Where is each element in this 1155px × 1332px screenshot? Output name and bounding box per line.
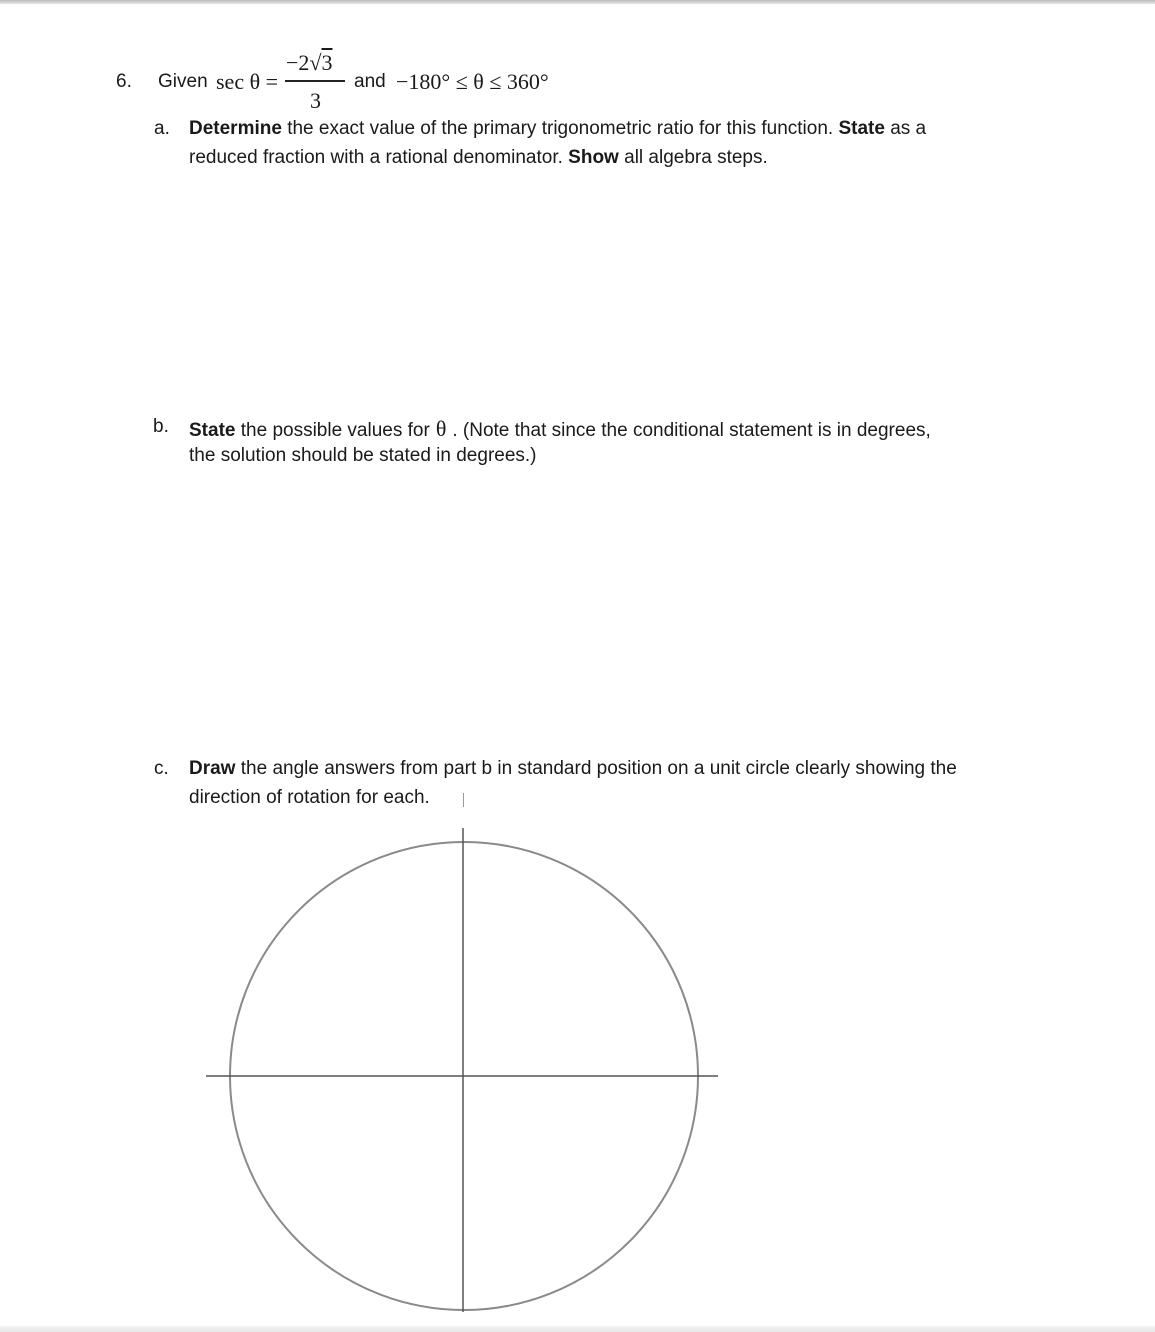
part-c-label: c.: [154, 758, 169, 779]
part-c-line-2: direction of rotation for each.: [189, 787, 430, 808]
part-b-line-2: the solution should be stated in degrees.): [189, 445, 537, 466]
question-number: 6.: [116, 71, 132, 92]
part-b-text-2: . (Note that since the conditional statement is in degrees,: [452, 420, 931, 441]
part-a-bold-state: State: [838, 118, 885, 139]
numerator-radicand: 3: [321, 50, 333, 75]
part-c-bold-draw: Draw: [189, 758, 236, 779]
part-b-label: b.: [153, 416, 169, 437]
part-c-text-1: the angle answers from part b in standard position on a unit circle clearly showing the: [235, 758, 957, 779]
given-label: Given: [158, 71, 208, 92]
theta-symbol: θ: [435, 416, 447, 441]
part-b-bold-state: State: [189, 420, 236, 441]
part-a-bold-determine: Determine: [189, 118, 282, 139]
part-a-text-3: reduced fraction with a rational denominator.: [189, 147, 569, 168]
sec-expression: sec θ =: [216, 69, 279, 94]
part-a-bold-show: Show: [568, 147, 619, 168]
fraction-denominator: 3: [310, 88, 321, 113]
domain-range: −180° ≤ θ ≤ 360°: [396, 69, 549, 94]
part-a-text-2: as a: [884, 118, 927, 139]
part-b-text-1: the possible values for: [235, 420, 430, 441]
part-a-text-4: all algebra steps.: [618, 147, 768, 168]
bottom-page-edge: [0, 1326, 1155, 1332]
part-a-text-1: the exact value of the primary trigonometric ratio for this function.: [281, 118, 839, 139]
numerator-prefix: −2√: [286, 50, 322, 75]
part-a-label: a.: [154, 118, 170, 139]
and-label: and: [354, 71, 386, 92]
